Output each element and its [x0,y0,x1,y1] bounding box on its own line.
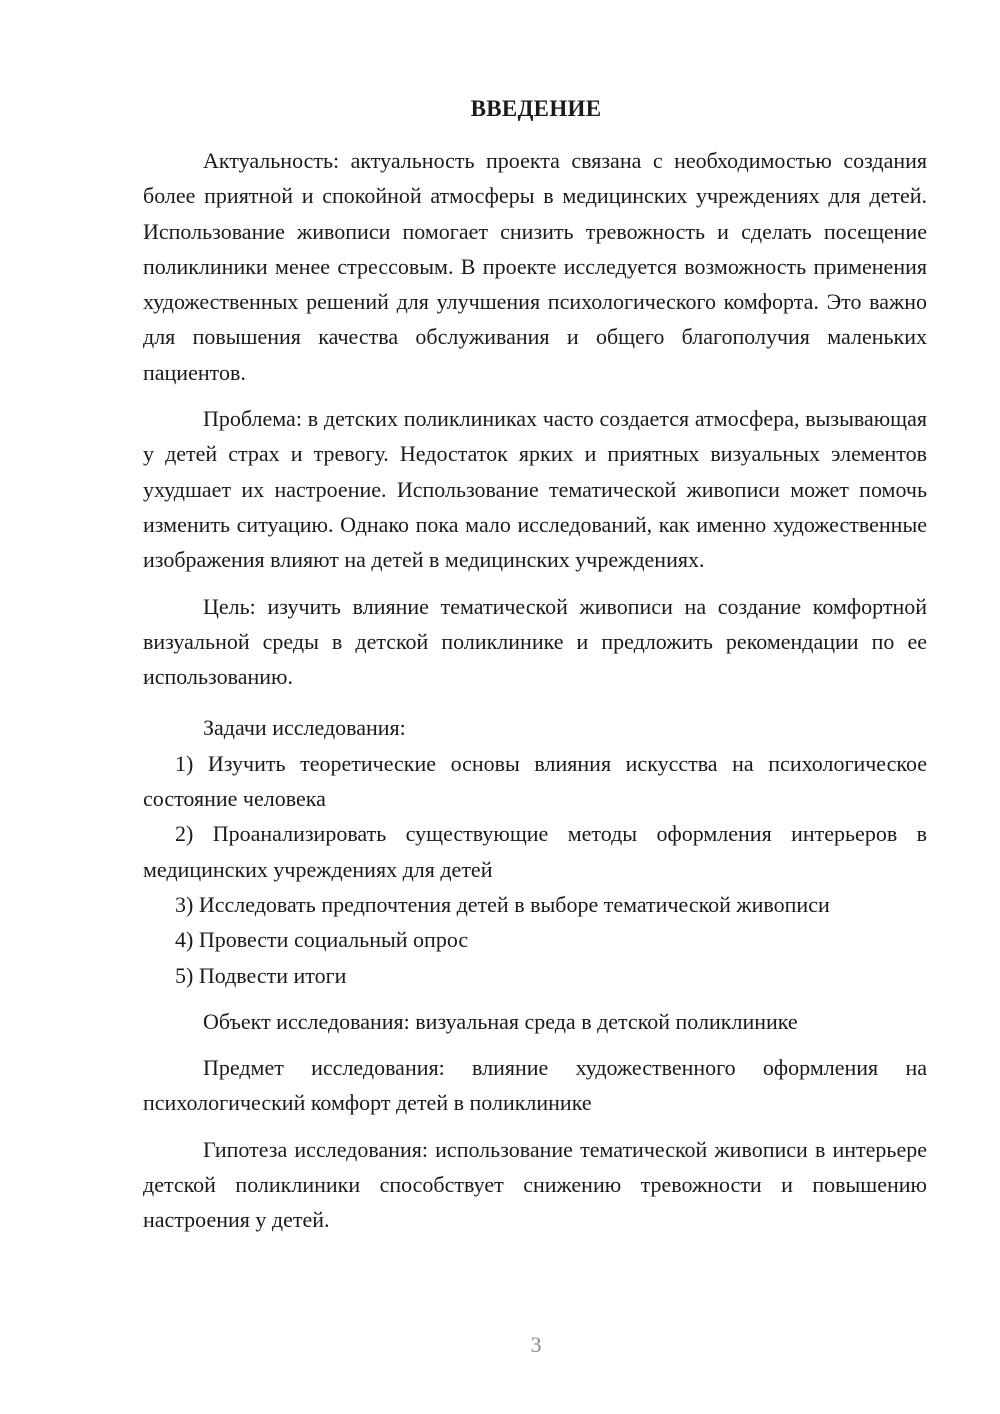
tasks-title: Задачи исследования: [203,715,406,741]
section-heading: ВВЕДЕНИЕ [470,96,602,121]
task-item-5: 5) Подвести итоги [175,962,347,988]
page-number: 3 [530,1332,542,1357]
paragraph-hypothesis: Гипотеза исследования: использование тематической живописи в интерьере детской поликлиники способствует снижению тревожности и повышению настроения у детей. [143,1136,927,1233]
task-item-1: 1) Изучить теоретические основы влияния искусства на психологическое состояние человека [143,750,927,812]
task-item-4: 4) Провести социальный опрос [175,927,469,953]
task-item-3: 3) Исследовать предпочтения детей в выборе тематической живописи [175,891,830,917]
document-body [143,143,927,1238]
paragraph-problem: Проблема: в детских поликлиниках часто создается атмосфера, вызывающая у детей страх и тревогу. Недостаток ярких и приятных визуальных элементов ухудшает их настроение. Использование тематической живописи может помочь изменить ситуацию. Однако пока мало исследований, как именно художественные изображения влияют на детей в медицинских учреждениях. [143,406,927,573]
paragraph-goal: Цель: изучить влияние тематической живописи на создание комфортной визуальной среды в детской поликлинике и предложить рекомендации по ее использованию. [143,593,927,690]
paragraph-subject: Предмет исследования: влияние художественного оформления на психологический комфорт детей в поликлинике [143,1055,927,1116]
task-item-2: 2) Проанализировать существующие методы оформления интерьеров в медицинских учреждениях для детей [143,821,927,882]
paragraph-relevance: Актуальность: актуальность проекта связана с необходимостью создания более приятной и спокойной атмосферы в медицинских учреждениях для детей. Использование живописи помогает снизить тревожность и сделать посещение поликлиники менее стрессовым. В проекте исследуется возможность применения художественных решений для улучшения психологического комфорта. Это важно для повышения качества обслуживания и общего благополучия маленьких пациентов. [143,148,927,385]
paragraph-object: Объект исследования: визуальная среда в детской поликлинике [203,1008,798,1034]
